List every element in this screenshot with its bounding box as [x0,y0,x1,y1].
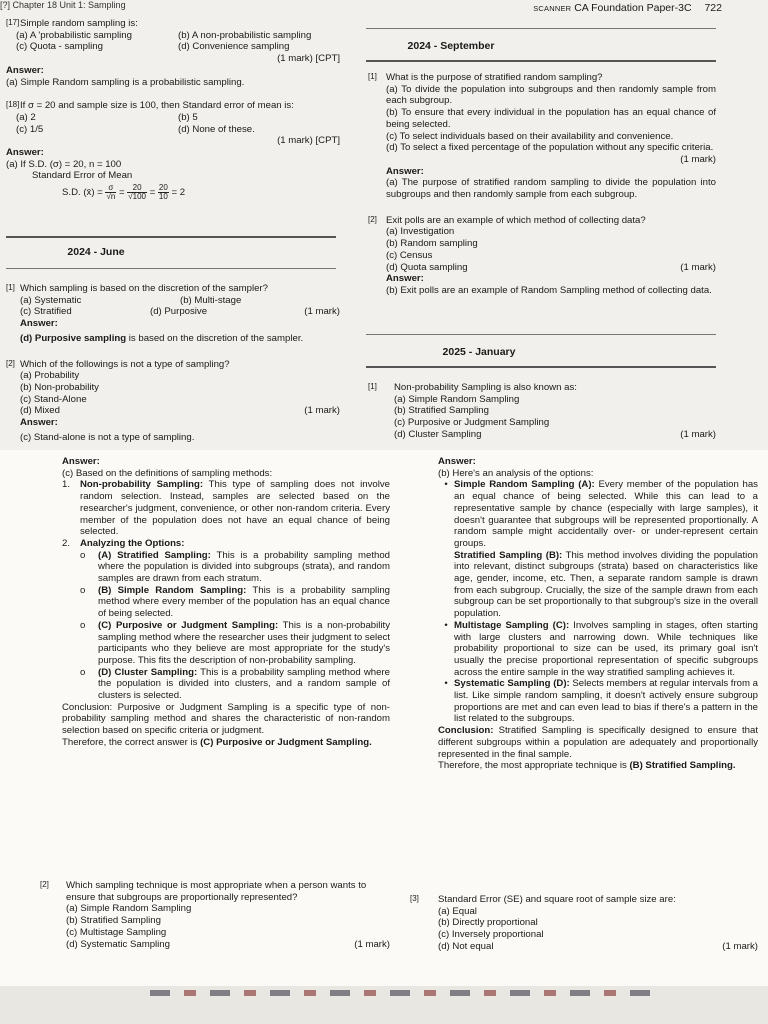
item-heading: Analyzing the Options: [80,537,185,549]
conclusion-text: Stratified Sampling is specifically designed to ensure that different subgroups within a population are adequately and proportionally represented in the final sample. [438,725,758,760]
sublist-item [80,620,390,667]
option-d: (d) Convenience sampling [178,41,290,53]
list-item [438,479,758,549]
right-answer-column [438,456,758,772]
option-b: (b) Non-probability [20,381,99,393]
sublist-marker: o [80,584,86,596]
answer-line-1: (a) If S.D. (σ) = 20, n = 100 [6,158,122,170]
option-b: (b) A non-probabilistic sampling [178,29,312,41]
item-text: This method involves dividing the population into relevant, distinct subgroups (strata) based on characteristics like age, gender, income, etc. Then, a separate random sample is drawn from each subgroup. Crucially, the size of the sample drawn from each subgroup can be set proportionally to that subgroup's size in the overall population. [454,549,758,620]
section-rule [366,366,716,368]
option-b: (b) Random sampling [386,238,478,250]
explanation-list [62,479,390,549]
question-number: [1] [6,283,15,292]
sublist-item [80,550,390,585]
section-rule [6,236,336,238]
question-number: [1] [368,72,377,81]
answer-rest: is based on the discretion of the sampler. [126,332,304,344]
marks-label: (1 mark) [680,261,716,273]
option-d: (d) To select a fixed percentage of the population without any specific criteria. [386,142,714,154]
item-text: Involves sampling in stages, often starting with large clusters and narrowing down. While techniques like probability proportional to size can be used, its primary goal isn't usually the precise proportional representation of specific subgroups across the entire sample in the way stratified sampling achieves it. [454,619,758,678]
answer-intro: (c) Based on the definitions of sampling methods: [62,467,273,479]
conclusion [438,725,758,760]
formula-lhs: S.D. (x̄) = [62,187,103,199]
question-number: [3] [410,894,419,903]
january-question-1 [368,382,716,441]
option-a: (a) A 'probabilistic sampling [16,29,132,41]
final-answer-bold: (B) Stratified Sampling. [629,760,736,772]
denominator: √100 [128,192,146,202]
item-text: Selects members at regular intervals from a list. Like simple random sampling, it doesn't actively ensure subgroup proportions are met and can even lead to bias if there's a pattern in the list related to the subgroups. [454,678,759,725]
fraction-20-10 [158,184,169,201]
answer-label: Answer: [62,456,100,467]
question-text: Simple random sampling is: [20,18,138,29]
option-b: (b) Directly proportional [438,917,538,929]
next-page [0,450,768,990]
standard-error-formula: S.D. (x̄) = $\frac{\sigma}{√n}$ = $\frac{20}{√100}$ = $\frac{20}{10}$ = 2 [62,183,186,202]
option-a: (a) To divide the population into subgroups and then randomly sample from each subgroup. [386,83,716,107]
options-sublist [62,550,390,702]
option-c: (c) 1/5 [16,123,44,135]
option-c: (c) Inversely proportional [438,929,544,941]
list-item [62,538,390,550]
answer-text: (b) Exit polls are an example of Random Sampling method of collecting data. [386,284,712,296]
final-answer-bold: (C) Purposive or Judgment Sampling. [200,736,372,748]
option-c: (c) To select individuals based on their availability and convenience. [386,130,674,142]
item-heading: Systematic Sampling (D): [454,678,570,690]
sublist-item [80,585,390,620]
fraction-20-root-100 [127,184,147,201]
option-b: (b) To ensure that every individual in the population has an equal chance of being selected. [386,107,716,130]
marks-label: (1 mark) [722,940,758,952]
marks-label: (1 mark) [304,405,340,417]
marks-label: (1 mark) [680,153,716,165]
question-text: Standard Error (SE) and square root of sample size are: [438,894,676,905]
analysis-list [438,479,758,725]
torn-print-strip [150,990,650,996]
option-heading: (A) Stratified Sampling: [98,549,211,561]
option-b: (b) Multi-stage [180,294,242,306]
option-a: (a) Investigation [386,226,455,238]
question-number: [17] [6,18,20,27]
section-title-september: 2024 - September [407,40,495,52]
left-column-top [6,18,340,201]
section-rule [366,28,716,29]
question-text: Exit polls are an example of which method of collecting data? [386,214,646,226]
question-text: Which sampling technique is most appropriate when a person wants to ensure that subgroups are proportionally represented? [66,880,367,903]
page-header [533,2,722,15]
option-heading: (C) Purposive or Judgment Sampling: [98,619,279,631]
numerator: 20 [127,184,147,193]
marks-label: (1 mark) [354,938,390,950]
conclusion: Conclusion: Purposive or Judgment Sampling is a specific type of non-probability sampling method and shares the characteristic of non-random selection based on specific criteria or judgment. [62,701,390,737]
option-c: (c) Stratified [20,306,72,318]
option-c: (c) Census [386,249,433,261]
brand-logo: SCANNER [533,4,572,13]
numerator: 20 [158,183,168,193]
numerator: σ [105,184,116,193]
option-heading: (B) Simple Random Sampling: [98,584,247,596]
denominator: 10 [158,192,168,202]
item-text: This type of sampling does not involve random selection. Instead, samples are selected based on the researcher's judgment, convenience, or other non-random criteria. Every member of the population does not have an equal chance of being selected. [80,479,390,538]
option-heading: (D) Cluster Sampling: [98,666,198,678]
sublist-marker: o [80,666,86,678]
bullet-marker: • [444,678,448,690]
answer-line-2: Standard Error of Mean [32,170,133,182]
final-answer [62,737,390,749]
section-rule [6,268,336,269]
option-c: (c) Stand-Alone [20,393,87,405]
final-answer-text: Therefore, the most appropriate technique is [438,760,630,772]
option-b: (b) Stratified Sampling [394,405,489,417]
june-question-1 [6,283,340,345]
option-b: (b) Stratified Sampling [66,915,161,927]
formula-rhs: = 2 [171,187,186,199]
answer-label: Answer: [386,273,424,285]
denominator: √n [106,192,116,202]
question-number: [2] [6,358,15,368]
option-a: (a) 2 [16,111,36,123]
option-c: (c) Quota - sampling [16,41,103,53]
list-marker: 1. [62,479,71,491]
bullet-marker: • [444,619,448,631]
answer-label: Answer: [386,165,424,177]
option-d: (d) Mixed [20,405,60,417]
fraction-sigma-root-n [105,184,116,201]
list-item [438,678,758,725]
question-number: [2] [40,880,49,889]
question-text: Which sampling is based on the discretion of the sampler? [20,283,268,294]
right-question-3 [410,894,758,953]
list-item [438,550,758,620]
marks-label: (1 mark) [CPT] [277,53,340,65]
answer-text: (a) Simple Random sampling is a probabilistic sampling. [6,76,245,88]
item-text: Every member of the population has an equal chance of being selected. While this can lead to a representative sample by chance (especially with large samples), it doesn't guarantee that subgroups will be represented proportionally. A random sample might accidentally over- or under-represent certain groups. [454,479,758,549]
list-item [62,479,390,538]
bullet-spacer [438,550,454,620]
top-page [0,0,768,450]
september-question-1 [368,72,716,201]
option-c: (c) Purposive or Judgment Sampling [394,417,550,429]
option-a: (a) Equal [438,905,477,917]
answer-label: Answer: [20,417,58,429]
answer-intro: (b) Here's an analysis of the options: [438,467,594,479]
question-text: Non-probability Sampling is also known as: [394,382,577,393]
september-question-2 [368,215,716,297]
section-rule [366,334,716,335]
book-title: CA Foundation Paper-3C [574,2,692,14]
answer-label: Answer: [6,64,44,76]
section-title-january: 2025 - January [442,346,516,358]
option-a: (a) Simple Random Sampling [394,393,520,405]
sublist-marker: o [80,549,86,561]
page-number: 722 [704,2,722,14]
question-number: [1] [368,382,377,391]
option-a: (a) Probability [20,370,80,382]
question-number: [18] [6,100,20,110]
answer-label: Answer: [438,456,476,467]
list-item [438,620,758,679]
option-d: (d) Quota sampling [386,261,468,273]
answer-label: Answer: [6,147,44,159]
june-questions [6,283,340,443]
option-d: (d) Not equal [438,940,494,952]
option-a: (a) Simple Random Sampling [66,903,192,915]
option-d: (d) Purposive [150,306,208,318]
option-c: (c) Multistage Sampling [66,926,167,938]
answer-label: Answer: [20,318,58,330]
section-title-june: 2024 - June [67,246,125,258]
option-d: (d) Systematic Sampling [66,938,170,950]
left-answer-column [62,456,390,749]
item-heading: Stratified Sampling (B): [454,549,563,561]
option-d: (d) Cluster Sampling [394,428,482,440]
final-answer [438,760,758,772]
question-number: [2] [368,214,377,224]
sublist-item [80,667,390,702]
item-heading: Non-probability Sampling: [80,479,204,491]
option-text: This is a probability sampling method where the population is divided into clusters, and a random sample of clusters is selected. [98,666,390,702]
marks-label: (1 mark) [CPT] [277,135,340,147]
option-d: (d) None of these. [178,123,255,135]
september-questions [368,72,716,297]
june-question-2 [6,359,340,444]
option-text: This is a probability sampling method where every member of the population has an equal chance of being selected. [98,584,390,620]
marks-label: (1 mark) [304,306,340,318]
answer-bold: (d) Purposive sampling [20,332,127,344]
option-b: (b) 5 [178,111,198,123]
answer-text: (a) The purpose of stratified random sampling to divide the population into subgroups and then randomly sample from each subgroup. [386,177,716,201]
question-18 [6,100,340,201]
question-text: If σ = 20 and sample size is 100, then Standard error of mean is: [20,100,294,112]
sublist-marker: o [80,619,86,631]
item-heading: Simple Random Sampling (A): [454,479,595,491]
conclusion-bold: Conclusion: [438,725,494,737]
question-17 [6,18,340,88]
question-text: Which of the followings is not a type of sampling? [20,358,230,370]
option-text: This is a non-probability sampling method where the researcher uses their judgment to select participants who they believe are most appropriate for the study's purpose. This fits the description of non-probability sampling. [98,619,391,666]
question-text: What is the purpose of stratified random sampling? [386,72,603,83]
list-marker: 2. [62,537,71,549]
option-text: This is a probability sampling method where the population is divided into subgroups (strata), and random samples are drawn from each stratum. [98,549,390,585]
chapter-header: [?] Chapter 18 Unit 1: Sampling [0,0,126,10]
final-answer-text: Therefore, the correct answer is [62,736,201,748]
bullet-marker: • [444,479,448,491]
marks-label: (1 mark) [680,428,716,440]
option-a: (a) Systematic [20,294,82,306]
answer-text: (c) Stand-alone is not a type of sampling. [20,431,195,443]
answer-text [6,333,340,345]
section-rule [366,60,716,62]
item-heading: Multistage Sampling (C): [454,619,570,631]
left-question-2 [40,880,390,950]
